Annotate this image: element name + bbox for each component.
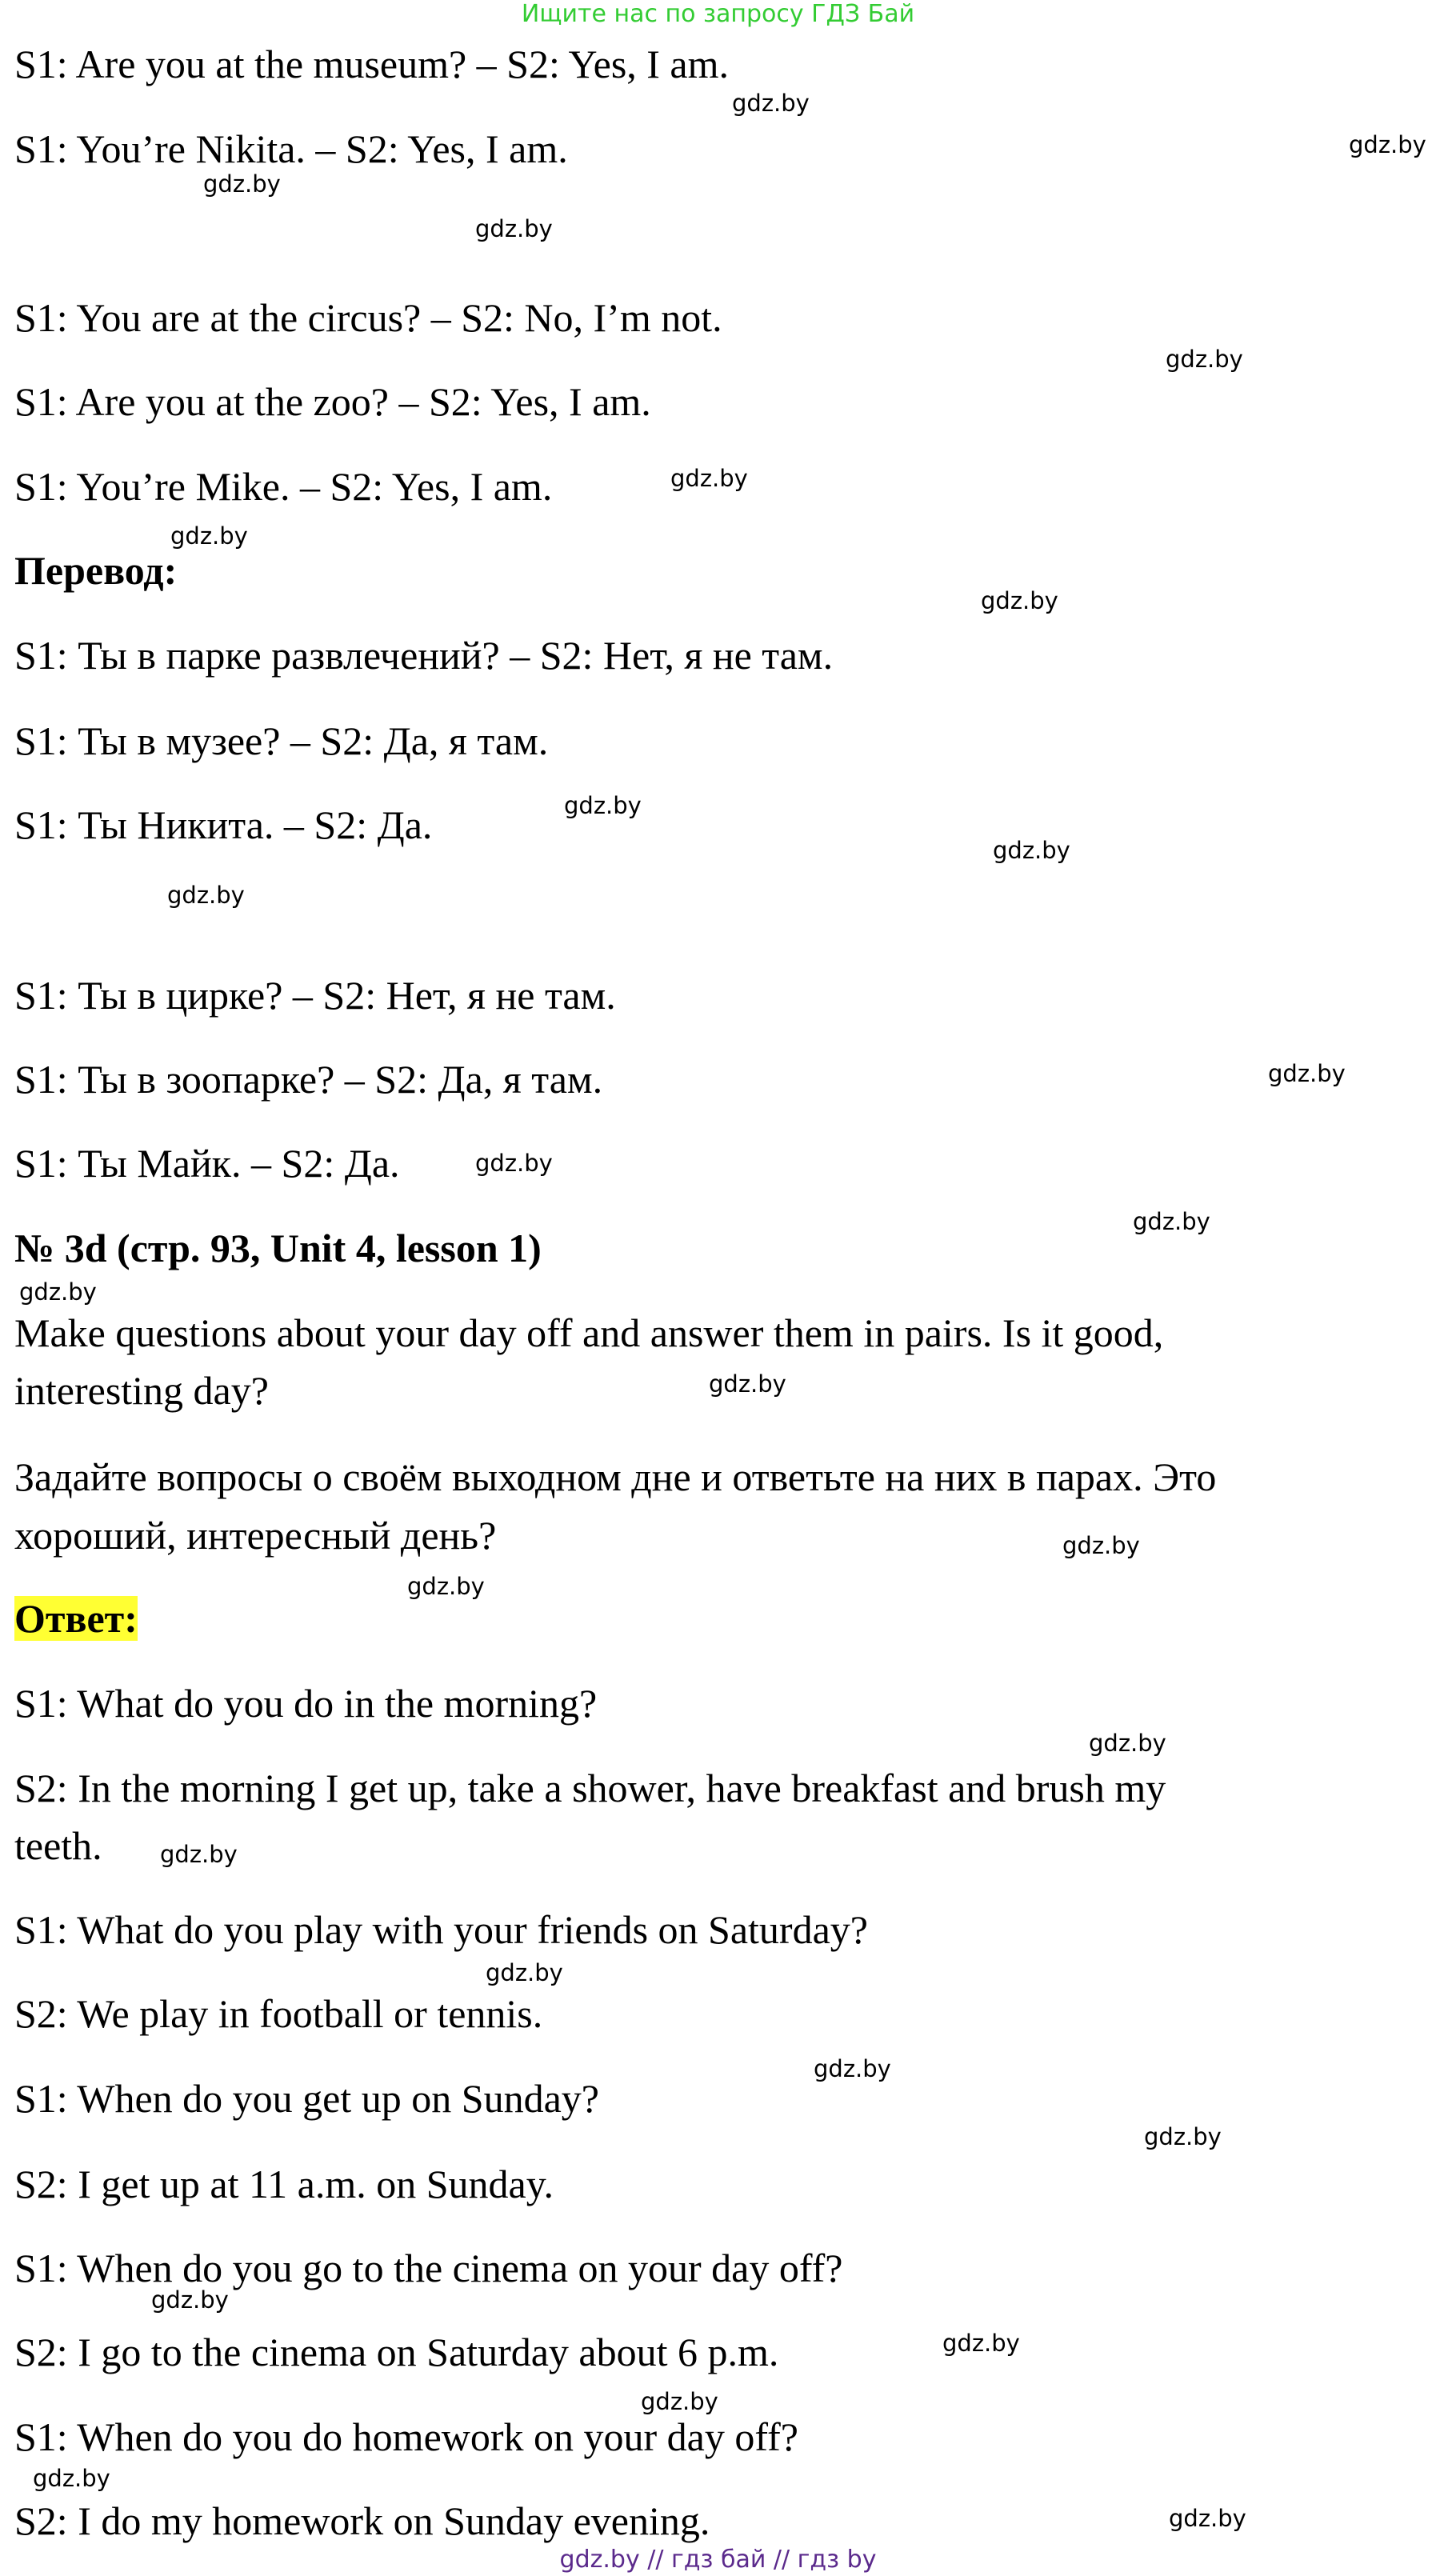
watermark: gdz.by [1089, 1730, 1166, 1757]
watermark: gdz.by [1169, 2505, 1246, 2532]
exercise-heading: № 3d (стр. 93, Unit 4, lesson 1) [14, 1226, 542, 1270]
text-line: S1: Are you at the zoo? – S2: Yes, I am. [14, 379, 651, 424]
text-line: S1: What do you do in the morning? [14, 1681, 598, 1726]
text-line: S1: You’re Mike. – S2: Yes, I am. [14, 464, 553, 509]
text-line: S1: Ты Майк. – S2: Да. [14, 1141, 400, 1186]
watermark: gdz.by [1166, 346, 1243, 373]
watermark: gdz.by [670, 465, 748, 492]
watermark: gdz.by [475, 215, 553, 242]
text-line: S1: When do you go to the cinema on your day off? [14, 2246, 843, 2290]
text-line: S2: In the morning I get up, take a shower, have breakfast and brush my [14, 1766, 1166, 1810]
watermark: gdz.by [1062, 1532, 1140, 1559]
watermark: gdz.by [167, 882, 245, 909]
text-line: S1: Are you at the museum? – S2: Yes, I am. [14, 42, 730, 86]
watermark: gdz.by [942, 2330, 1020, 2357]
task-text: Make questions about your day off and answer them in pairs. Is it good, [14, 1310, 1164, 1355]
answer-heading-highlight: Ответ: [14, 1596, 138, 1641]
section-heading-translation: Перевод: [14, 548, 178, 593]
text-line: S1: You are at the circus? – S2: No, I’m not. [14, 295, 722, 340]
watermark: gdz.by [1349, 131, 1426, 158]
watermark: gdz.by [486, 1959, 563, 1986]
text-line: S1: When do you get up on Sunday? [14, 2076, 599, 2121]
text-line: S1: Ты в зоопарке? – S2: Да, я там. [14, 1057, 603, 1102]
watermark: gdz.by [33, 2465, 110, 2492]
watermark: gdz.by [151, 2286, 229, 2314]
watermark: gdz.by [160, 1841, 238, 1868]
top-banner: Ищите нас по запросу ГДЗ Бай [521, 0, 915, 28]
task-text: interesting day? [14, 1368, 269, 1413]
watermark: gdz.by [1268, 1060, 1346, 1087]
watermark: gdz.by [203, 170, 281, 198]
watermark: gdz.by [1144, 2123, 1222, 2150]
text-line: S2: I do my homework on Sunday evening. [14, 2498, 710, 2543]
watermark: gdz.by [170, 522, 248, 550]
text-line: teeth. [14, 1823, 102, 1868]
footer-links: gdz.by // гдз бай // гдз by [559, 2546, 877, 2574]
watermark: gdz.by [732, 90, 810, 117]
task-translation: хороший, интересный день? [14, 1513, 497, 1558]
watermark: gdz.by [407, 1573, 485, 1600]
text-line: S1: Ты в музее? – S2: Да, я там. [14, 718, 549, 763]
text-line: S1: When do you do homework on your day off? [14, 2414, 798, 2459]
watermark: gdz.by [709, 1370, 786, 1398]
task-translation: Задайте вопросы о своём выходном дне и ответьте на них в парах. Это [14, 1454, 1217, 1499]
text-line: S1: Ты в парке развлечений? – S2: Нет, я не там. [14, 633, 834, 678]
text-line: S2: I go to the cinema on Saturday about 6 p.m. [14, 2330, 779, 2374]
watermark: gdz.by [814, 2055, 891, 2082]
text-line: S1: You’re Nikita. – S2: Yes, I am. [14, 126, 568, 171]
answer-heading [14, 1590, 138, 1647]
text-line: S1: Ты в цирке? – S2: Нет, я не там. [14, 973, 616, 1018]
text-line: S1: Ты Никита. – S2: Да. [14, 802, 433, 847]
watermark: gdz.by [641, 2388, 718, 2415]
watermark: gdz.by [1133, 1208, 1210, 1235]
watermark: gdz.by [19, 1278, 97, 1306]
watermark: gdz.by [475, 1150, 553, 1177]
watermark: gdz.by [993, 837, 1070, 864]
text-line: S1: What do you play with your friends on Saturday? [14, 1907, 868, 1952]
text-line: S2: I get up at 11 a.m. on Sunday. [14, 2162, 554, 2206]
text-line: S2: We play in football or tennis. [14, 1991, 543, 2036]
watermark: gdz.by [981, 587, 1058, 614]
watermark: gdz.by [564, 792, 642, 819]
